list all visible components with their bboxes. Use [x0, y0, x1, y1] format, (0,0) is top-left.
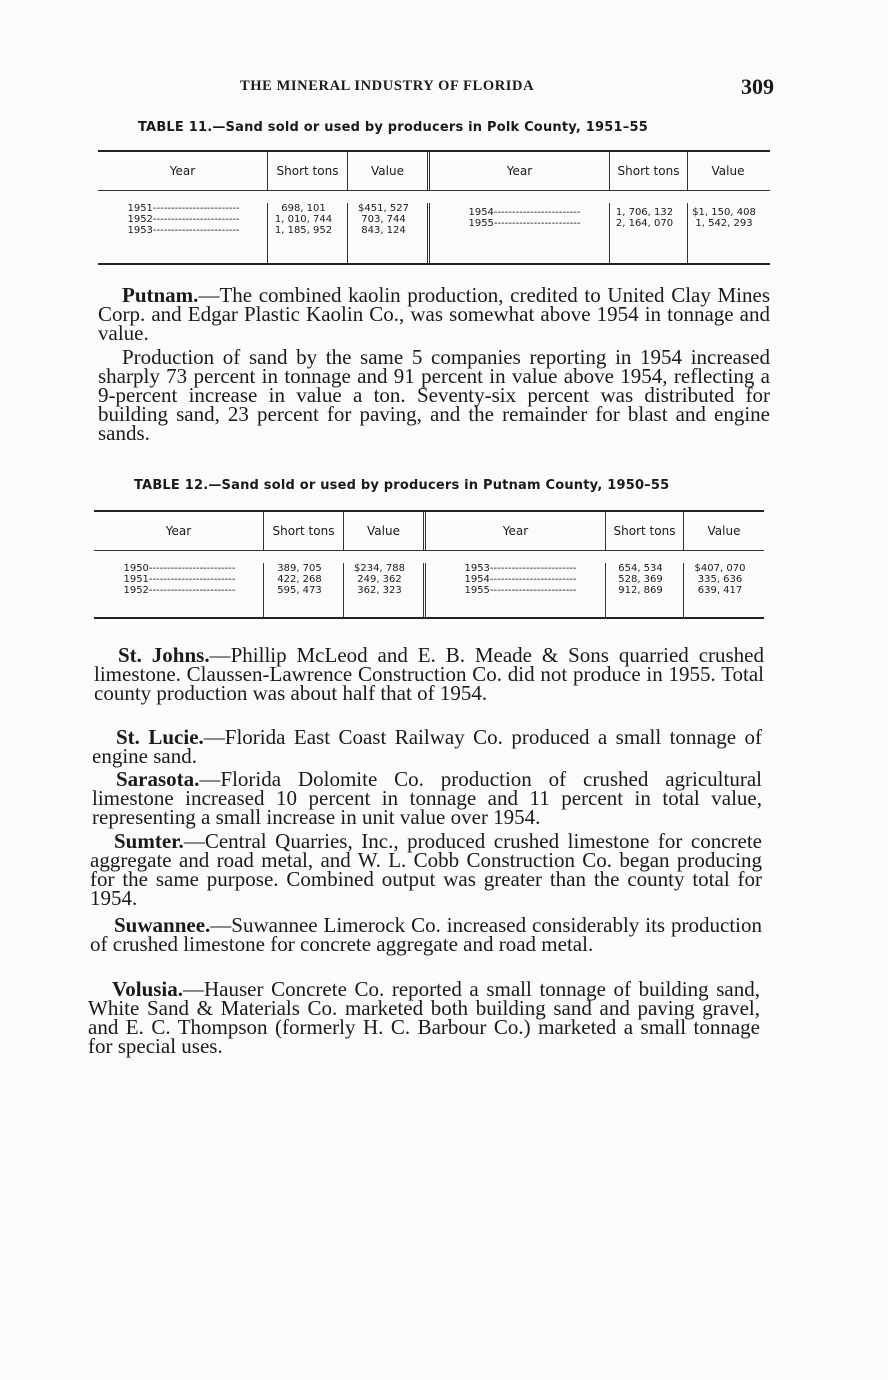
table-cell-year: 1950------------------------ [123, 563, 236, 574]
table-cell-year: 1953------------------------ [127, 225, 240, 236]
table-cell-value: 249, 362 [357, 574, 402, 585]
col-header-short-tons: Short tons [606, 512, 684, 550]
table-cell-tons: 912, 869 [618, 585, 663, 596]
table-cell-tons: 389, 705 [277, 563, 322, 574]
col-header-year: Year [430, 152, 610, 190]
table-cell-year: 1953------------------------ [464, 563, 577, 574]
table-cell-tons: 1, 185, 952 [274, 225, 333, 236]
county-paragraph-volusia [88, 977, 760, 1058]
col-header-value: Value [711, 164, 745, 178]
table-cell-tons: 698, 101 [281, 203, 326, 214]
table-cell-value: $451, 527 [358, 203, 409, 214]
table-cell-year: 1952------------------------ [127, 214, 240, 225]
table-12-body [94, 551, 764, 617]
table-cell-value: 335, 636 [697, 574, 743, 585]
col-header-short-tons: Short tons [264, 512, 344, 550]
county-heading: Suwannee. [114, 913, 211, 937]
table-cell-year: 1951------------------------ [123, 574, 236, 585]
table-cell-tons: 654, 534 [618, 563, 663, 574]
page-number: 309 [741, 74, 774, 99]
paragraph-text: —Central Quarries, Inc., produced crushed limestone for concrete aggregate and road metal, and W. L. Cobb Construction Co. began producing for the same purpose. Combined output was greater than the county total for 1954. [90, 829, 762, 910]
table-cell-tons: 1, 706, 132 [615, 207, 674, 218]
table-cell-value: $1, 150, 408 [692, 207, 756, 218]
paragraph-text: —Florida East Coast Railway Co. produced a small tonnage of engine sand. [92, 725, 762, 768]
table-cell-year: 1952------------------------ [123, 585, 236, 596]
table-12-header [94, 512, 764, 551]
county-heading: St. Johns. [118, 643, 210, 667]
running-title: THE MINERAL INDUSTRY OF FLORIDA [240, 78, 535, 94]
table-cell-tons: 1, 010, 744 [274, 214, 333, 225]
table-12 [94, 510, 764, 619]
col-header-year: Year [98, 152, 268, 190]
county-paragraph-sumter [90, 829, 762, 910]
col-header-value: Value [348, 152, 430, 190]
table-cell-value: 1, 542, 293 [695, 218, 753, 229]
county-paragraph-suwannee [90, 913, 762, 956]
table-cell-year: 1951------------------------ [127, 203, 240, 214]
county-paragraph-st-johns [94, 643, 764, 705]
county-paragraph-sarasota [92, 767, 762, 829]
paragraph-text: Production of sand by the same 5 companies reporting in 1954 increased sharply 73 percent in tonnage and 91 percent in value above 1954, reflecting a 9-percent increase in value a ton. Seventy-six percent was distributed for building sand, 23 percent for paving, and the remainder for blast and engine sands. [98, 345, 770, 445]
col-header-year: Year [426, 512, 606, 550]
county-heading: Volusia. [112, 977, 184, 1001]
table-12-caption: TABLE 12.—Sand sold or used by producers in Putnam County, 1950–55 [134, 478, 670, 493]
table-11 [98, 150, 770, 265]
paragraph-text: —Suwannee Limerock Co. increased considerably its production of crushed limestone for concrete aggregate and road metal. [90, 913, 762, 956]
county-heading: Putnam. [122, 283, 199, 307]
table-cell-year: 1955------------------------ [468, 218, 581, 229]
table-cell-value: 843, 124 [361, 225, 406, 236]
county-paragraph-st-lucie [92, 725, 762, 768]
table-cell-tons: 528, 369 [618, 574, 663, 585]
county-heading: St. Lucie. [116, 725, 204, 749]
col-header-value: Value [344, 512, 426, 550]
table-11-header [98, 152, 770, 191]
paragraph-text: —Phillip McLeod and E. B. Meade & Sons quarried crushed limestone. Claussen-Lawrence Construction Co. did not produce in 1955. Total county production was about half that of 1954. [94, 643, 764, 705]
putnam-paragraph [98, 283, 770, 345]
table-cell-year: 1954------------------------ [468, 207, 581, 218]
table-cell-tons: 422, 268 [277, 574, 322, 585]
col-header-short-tons: Short tons [268, 152, 348, 190]
paragraph-text: —The combined kaolin production, credited to United Clay Mines Corp. and Edgar Plastic Kaolin Co., was somewhat above 1954 in tonnage and value. [98, 283, 770, 345]
table-cell-value: 362, 323 [357, 585, 402, 596]
paragraph-text: —Hauser Concrete Co. reported a small tonnage of building sand, White Sand & Materials Co. marketed both building sand and paving gravel, and E. C. Thompson (formerly H. C. Barbour Co.) marketed a small tonnage for special uses. [88, 977, 760, 1058]
table-cell-value: 639, 417 [697, 585, 743, 596]
table-cell-value: 703, 744 [361, 214, 406, 225]
table-cell-tons: 595, 473 [277, 585, 322, 596]
table-cell-value: $407, 070 [694, 563, 746, 574]
running-header [240, 74, 780, 99]
county-heading: Sarasota. [116, 767, 200, 791]
table-11-caption: TABLE 11.—Sand sold or used by producers in Polk County, 1951–55 [138, 120, 648, 135]
table-cell-value: $234, 788 [354, 563, 405, 574]
col-header-value: Value [707, 524, 741, 538]
table-cell-year: 1954------------------------ [464, 574, 577, 585]
table-cell-tons: 2, 164, 070 [615, 218, 674, 229]
col-header-short-tons: Short tons [610, 152, 688, 190]
county-heading: Sumter. [114, 829, 184, 853]
paragraph-text: —Florida Dolomite Co. production of crushed agricultural limestone increased 10 percent in tonnage and 11 percent in total value, representing a small increase in unit value over 1954. [92, 767, 762, 829]
table-cell-year: 1955------------------------ [464, 585, 577, 596]
putnam-sand-paragraph [98, 345, 770, 445]
col-header-year: Year [94, 512, 264, 550]
table-11-body [98, 191, 770, 263]
